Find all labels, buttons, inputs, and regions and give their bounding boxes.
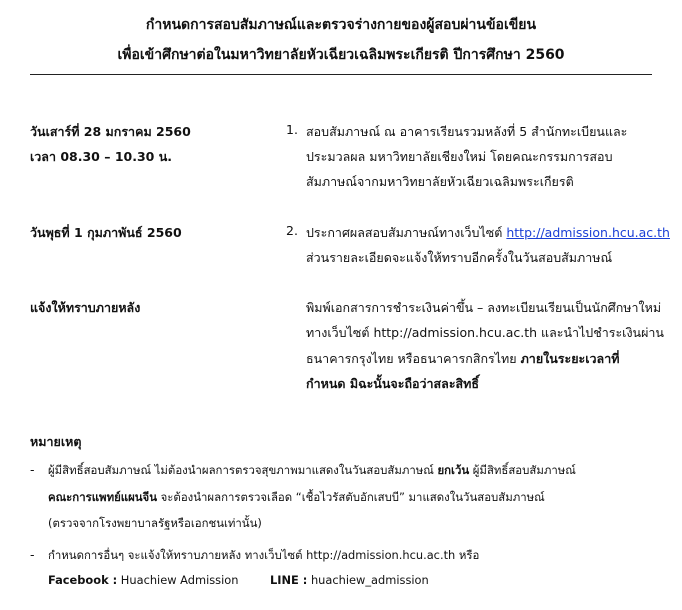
schedule-2-line-2: ส่วนรายละเอียดจะแจ้งให้ทราบอีกครั้งในวันสอบสัมภาษณ์ — [306, 250, 613, 265]
facebook-label: Facebook : — [48, 573, 118, 587]
schedule-3-line-2: ทางเว็บไซต์ http://admission.hcu.ac.th และนำไปชำระเงินผ่าน — [306, 325, 664, 340]
schedule-1-line-1: สอบสัมภาษณ์ ณ อาคารเรียนรวมหลังที่ 5 สำนักทะเบียนและ — [306, 124, 628, 139]
schedule-2-line-1 — [306, 223, 670, 243]
schedule-1-number: 1. — [286, 122, 298, 137]
note-1-line-3: (ตรวจจากโรงพยาบาลรัฐหรือเอกชนเท่านั้น) — [48, 516, 262, 530]
note-1-exception: ยกเว้น — [437, 463, 470, 477]
schedule-2-number: 2. — [286, 223, 298, 238]
schedule-1-line-2: ประมวลผล มหาวิทยาลัยเชียงใหม่ โดยคณะกรรมการสอบ — [306, 149, 613, 164]
note-1-faculty: คณะการแพทย์แผนจีน — [48, 490, 158, 504]
schedule-1-time: เวลา 08.30 – 10.30 น. — [30, 149, 172, 164]
schedule-3-date: แจ้งให้ทราบภายหลัง — [30, 300, 141, 315]
schedule-1-line-3: สัมภาษณ์จากมหาวิทยาลัยหัวเฉียวเฉลิมพระเกียรติ — [306, 174, 574, 189]
schedule-3-line-3-text: ธนาคารกรุงไทย หรือธนาคารกสิกรไทย — [306, 351, 521, 366]
schedule-2-line-1-text: ประกาศผลสอบสัมภาษณ์ทางเว็บไซต์ — [306, 225, 507, 240]
note-2-dash: - — [30, 547, 35, 562]
line-label: LINE : — [270, 573, 308, 587]
schedule-1-date: วันเสาร์ที่ 28 มกราคม 2560 — [30, 124, 191, 139]
note-2-line: กำหนดการอื่นๆ จะแจ้งให้ทราบภายหลัง ทางเว็บไซต์ http://admission.hcu.ac.th หรือ — [48, 548, 480, 562]
schedule-3-line-1: พิมพ์เอกสารการชำระเงินค่าขึ้น – ลงทะเบียนเรียนเป็นนักศึกษาใหม่ — [306, 300, 662, 315]
title-line-1: กำหนดการสอบสัมภาษณ์และตรวจร่างกายของผู้สอบผ่านข้อเขียน — [145, 17, 537, 33]
note-1-text-c: ผู้มีสิทธิ์สอบสัมภาษณ์ — [469, 463, 576, 477]
note-1-line-1 — [48, 462, 576, 480]
note-1-text-e: จะต้องนำผลการตรวจเลือด “เชื้อไวรัสตับอักเสบบี” มาแสดงในวันสอบสัมภาษณ์ — [157, 490, 545, 504]
line-value: huachiew_admission — [307, 573, 429, 587]
note-1-dash: - — [30, 462, 35, 477]
facebook-contact — [48, 573, 238, 587]
title-line-2: เพื่อเข้าศึกษาต่อในมหาวิทยาลัยหัวเฉียวเฉลิมพระเกียรติ ปีการศึกษา 2560 — [117, 47, 565, 63]
note-1-line-2 — [48, 489, 545, 507]
facebook-value: Huachiew Admission — [117, 573, 239, 587]
notes-heading: หมายเหตุ — [30, 434, 82, 449]
line-contact — [270, 573, 429, 587]
schedule-3-line-4: กำหนด มิฉะนั้นจะถือว่าสละสิทธิ์ — [306, 376, 480, 391]
admission-link[interactable]: http://admission.hcu.ac.th — [506, 225, 670, 240]
header-divider — [30, 74, 652, 75]
schedule-3-line-3 — [306, 349, 619, 369]
schedule-3-line-3-bold: ภายในระยะเวลาที่ — [520, 351, 620, 366]
schedule-2-date: วันพุธที่ 1 กุมภาพันธ์ 2560 — [30, 225, 182, 240]
note-1-text-a: ผู้มีสิทธิ์สอบสัมภาษณ์ ไม่ต้องนำผลการตรวจสุขภาพมาแสดงในวันสอบสัมภาษณ์ — [48, 463, 438, 477]
